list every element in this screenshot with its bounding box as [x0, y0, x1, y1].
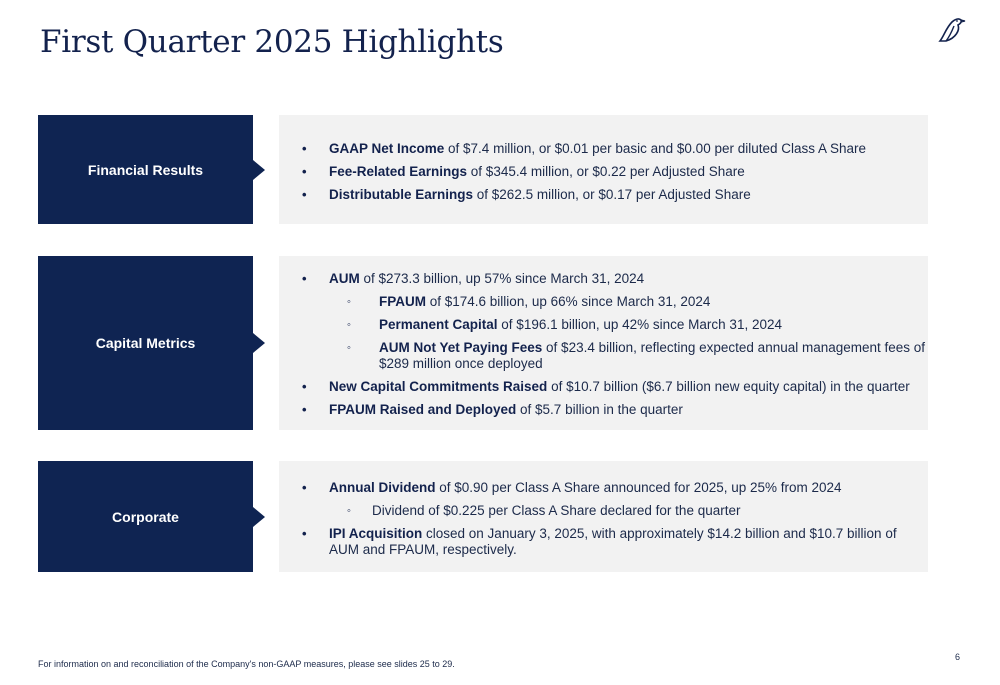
section-content	[279, 461, 928, 572]
bullet-icon: •	[302, 141, 307, 156]
section-label	[38, 256, 253, 430]
list-item: • IPI Acquisition closed on January 3, 2025, with approximately $14.2 billion and $10.7 billion of AUM and FPAUM, respectively.	[302, 526, 897, 557]
list-item: • Distributable Earnings of $262.5 million, or $0.17 per Adjusted Share	[302, 187, 751, 202]
bullet-icon: •	[302, 526, 307, 541]
section-capital-metrics	[38, 256, 928, 430]
section-label	[38, 461, 253, 572]
section-label-text: Corporate	[112, 508, 179, 525]
section-corporate	[38, 461, 928, 572]
section-label-text: Capital Metrics	[95, 335, 196, 351]
section-label-text: Financial Results	[87, 161, 204, 178]
bird-logo-icon	[934, 14, 966, 44]
list-item: • New Capital Commitments Raised of $10.7 billion ($6.7 billion new equity capital) in the quarter	[302, 379, 910, 394]
section-arrow	[253, 160, 265, 180]
bullet-icon: •	[302, 187, 307, 202]
section-arrow	[253, 507, 265, 527]
sub-bullet-icon: ◦	[347, 319, 351, 331]
bullet-icon: •	[302, 379, 307, 394]
section-content	[279, 256, 928, 430]
list-item: ◦ FPAUM of $174.6 billion, up 66% since March 31, 2024	[347, 294, 711, 309]
bullet-icon: •	[302, 271, 307, 286]
list-item: • FPAUM Raised and Deployed of $5.7 billion in the quarter	[302, 402, 683, 417]
section-financial-results	[38, 115, 928, 224]
bullet-icon: •	[302, 480, 307, 495]
page-title: First Quarter 2025 Highlights	[40, 24, 504, 60]
list-item: ◦ Permanent Capital of $196.1 billion, up 42% since March 31, 2024	[347, 317, 782, 332]
sub-bullet-icon: ◦	[347, 296, 351, 308]
list-item: • Fee-Related Earnings of $345.4 million, or $0.22 per Adjusted Share	[302, 164, 745, 179]
list-item: • GAAP Net Income of $7.4 million, or $0.01 per basic and $0.00 per diluted Class A Share	[302, 141, 867, 156]
section-content	[279, 115, 928, 224]
bullet-icon: •	[302, 164, 307, 179]
list-item: • Annual Dividend of $0.90 per Class A Share announced for 2025, up 25% from 2024	[302, 480, 842, 495]
list-item: • AUM of $273.3 billion, up 57% since March 31, 2024	[302, 271, 645, 286]
list-item: ◦ AUM Not Yet Paying Fees of $23.4 billion, reflecting expected annual management fees of $289 million once deployed	[347, 340, 926, 371]
sub-bullet-icon: ◦	[347, 505, 351, 517]
section-arrow	[253, 333, 265, 353]
list-item: ◦ Dividend of $0.225 per Class A Share declared for the quarter	[347, 503, 741, 518]
footnote: For information on and reconciliation of the Company's non-GAAP measures, please see slides 25 to 29.	[38, 659, 455, 669]
section-label	[38, 115, 253, 224]
bullet-icon: •	[302, 402, 307, 417]
page-number: 6	[955, 652, 961, 662]
sub-bullet-icon: ◦	[347, 342, 351, 354]
